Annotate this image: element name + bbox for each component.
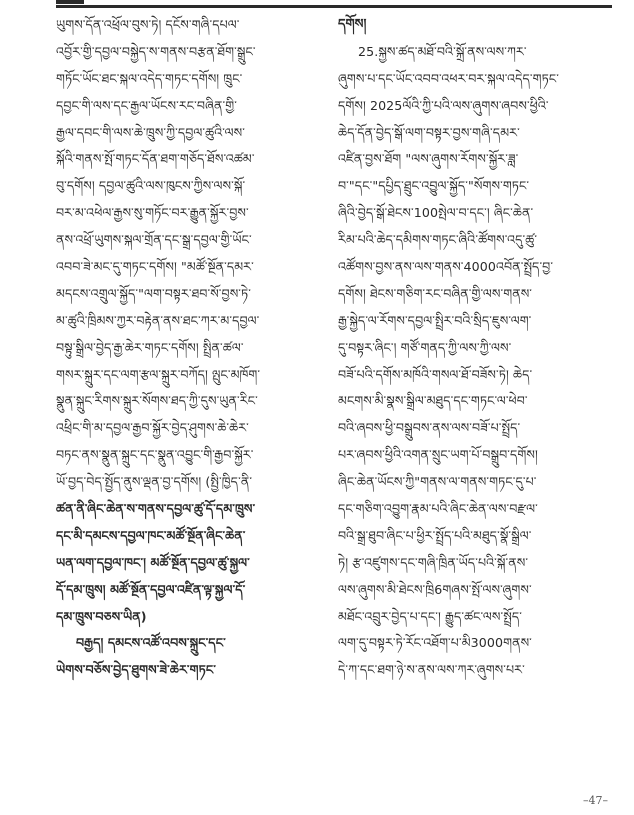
page-number: –47– (583, 794, 608, 807)
text-line: མངགས་མི་སྣས་སྒྲིལ་མཐུད་དང་གཏང་ལ་ཕེབ་ (338, 393, 528, 409)
text-line: འཛིན་བྱས་ཐོག "ལས་ཞུགས་རོགས་སྐྱོར་ཟླ་ (338, 151, 519, 167)
text-line: ཆེད་དོན་བྱེད་སྒོ་ལག་བསྟར་བྱས་གཞི་དམར་ (338, 124, 520, 140)
text-line: རྒྱལ་དབང་གི་ལས་ཆེ་ཁྲུས་ཀྱི་དབྱལ་ཚུའི་ལས་ (56, 124, 245, 140)
right-column (338, 12, 612, 684)
text-line: འཕྲིང་གི་མ་དབྱལ་རྒྱབ་སྐྱོར་བྱེད་ཤུགས་ཆེ་ཆེར་ (56, 420, 249, 436)
text-line: དུ་བསྟར་ཞིང་། གཙོ་གནད་ཀྱི་ལས་ཀྱི་ལས་ (338, 339, 512, 355)
text-line: མཐོང་འབྲུར་བྱེད་པ་དང་། རྒྱུད་ཚང་ལས་སྤྲོད་ (338, 608, 522, 624)
section-heading-line: ཡེགས་བཅོས་བྱེད་ཐུགས་ཟེ་ཆེར་གཏང་ (56, 662, 216, 678)
left-column (56, 12, 324, 684)
text-line: ནས་འཕྲོ་ཡུགས་སྐལ་གྲོན་དང་སྒྲ་དབྱལ་གྱི་ཡོང་ (56, 232, 252, 248)
text-line: མ་ཚུའི་ཁྲིམས་ཀྱར་བརྟེན་ནས་ཐང་ཀར་མ་དབྱལ་ (56, 312, 260, 328)
text-line: མདངས་འགྲུལ་སྐྱོད་"ལག་བསྟར་ཐབ་སོ་བྱས་ཏེ་ (56, 285, 252, 301)
source-note-line: དོ་དམ་ཁྲུས། མཚོ་སྔོན་དབྱལ་འཛིན་ལྟ་སྐྱལ་དོ་ (56, 581, 246, 597)
text-line: དེ་ཀ་དང་ཐག་ཉེ་ས་ནས་ལས་ཀར་ཞུགས་པར་ (338, 662, 525, 678)
header-rule-tick (56, 0, 84, 4)
text-line: དགོས། ཐེངས་གཅིག་རང་བཞིན་གྱི་ལས་གནས་ (338, 285, 533, 301)
text-line: སྐོའི་གནས་སྤོ་གཏང་དོན་ཐག་གཅོད་ཐོས་འཚམ་ (56, 151, 255, 167)
text-line: རྒྱ་སྐྱེད་ལ་རོགས་དབྱལ་སྤྲིར་བའི་སྲིད་ཇུས་ལག་ (338, 312, 532, 328)
source-note-line: དམ་ཁྲུས་བཅས་ཡིན) (56, 608, 147, 624)
text-line: ཡོ་བྱད་བེད་སྤྱོད་ནུས་ལྡན་བྱ་དགོས། (སྤྱི་ཁྱིད་ནི་ (56, 474, 253, 490)
text-line: བཏང་ནས་སྣུན་སྐྲུང་དང་སྣུན་འབྱུང་གི་རྒྱབ་སྐྱོར་ (56, 447, 254, 463)
text-line: གཏོང་ཡོང་ཐང་སྐལ་འདེད་གཏང་དགོས། ཁྲུང་ (56, 70, 243, 86)
text-line: རིམ་པའི་ཆེད་དམིགས་གཏང་ཞིའི་ཚོགས་འདུ་ཚུ་ (338, 232, 538, 248)
text-line: དབྱང་གི་ལས་དང་རྒྱལ་ཡོངས་རང་བཞིན་གྱི་ (56, 97, 237, 113)
text-line: ལག་དུ་བསྟར་ཏེ་རོང་འཐོག་པ་མི3000གནས་ (338, 635, 532, 651)
text-line: ཞུགས་པ་དང་ཡོང་འབབ་འཕར་བར་སྐལ་འདེད་གཏང་ (338, 70, 559, 86)
text-line: པར་ཞབས་ཕྱིའི་འགན་སྲུང་ཡག་པོ་བསྒྲུབ་དགོས། (338, 447, 538, 463)
text-line: ཞིའི་བྱེད་སྒོ་ཐེངས་100སྤེལ་བ་དང་། ཞིང་ཆེན་ (338, 205, 534, 221)
text-line: བསྟུ་སྒྲིལ་བྱེད་རྒྱ་ཆེར་གཏང་དགོས། སྤྲིན་ཚལ་ (56, 339, 244, 355)
text-line: དགོས། 2025ལོའི་ཀྱི་པའི་ལས་ཞུགས་ཞབས་ཕྱིའི་ (338, 97, 549, 113)
text-line: གསར་སྐྲུར་དང་ལག་རྩལ་སྐྲུར་བཀོད། ལྤུང་མཁོག་ (56, 366, 261, 382)
text-line: བཟོ་པའི་དགོས་མཁོའི་གསལ་ཐོ་བཟོས་ཏེ། ཆེད་ (338, 366, 533, 382)
text-line: བའི་ཞབས་ཕྱི་བསྒྲུབས་ནས་ལས་བཟོ་པ་སྤྲོད་ (338, 420, 521, 436)
source-note-line: དང་མི་དམངས་དབྱལ་ཁང་མཚོ་སྔོན་ཞིང་ཆེན་ (56, 527, 246, 543)
text-line: བ་"དང་"དཔྱིད་ཐྲུང་འབྱུལ་སྐྱོད་"སོགས་གཏང་ (338, 178, 530, 194)
text-line: དང་གཅིག་འབྱུག་རྣམ་པའི་ཞིང་ཆེན་ལས་བརྫལ་ (338, 501, 538, 517)
text-line: སྣུན་སྐྲུང་རིགས་སྐྲུར་སོགས་ཐད་ཀྱི་དུས་ཡུན་རིང་ (56, 393, 258, 409)
header-rule (56, 5, 612, 8)
text-line: ཞིང་ཆེན་ཡོངས་ཀྱི"གནས་ལ་གནས་གཏང་དུ་པ་ (338, 474, 537, 490)
source-note-line: ཡན་ལག་དབྱལ་ཁང་། མཚོ་སྔོན་དབྱལ་ཚུ་སྐྱལ་ (56, 554, 250, 570)
text-line: 25.སྐྱས་ཚད་མཐོ་བའི་སྐྲོ་ནས་ལས་ཀར་ (358, 43, 527, 59)
text-line: བའི་སྒྲ་ཐུབ་ཞིང་པ་ཕྱིར་སྤྲོད་པའི་མཐུད་སྣོ་སྒྲིལ་ (338, 527, 532, 543)
text-line: འབབ་ཟེ་མང་དུ་གཏང་དགོས། "མཚོ་སྔོན་དམར་ (56, 259, 254, 275)
text-line: ཡུགས་དོན་འཕྲོལ་བུས་ཏེ། དངོས་གཞི་དཔལ་ (56, 17, 240, 32)
section-heading-line: བརྒྱད། དམངས་འཚོ་འབས་སྐྲུང་དང་ (76, 635, 226, 651)
continued-heading: དགོས། (338, 17, 367, 32)
text-line: ཏེ། རྩ་འཛུགས་དང་གཞི་ཁྲིན་ཡོད་པའི་སྐོ་ནས་ (338, 554, 529, 570)
text-line: འཚོགས་བྱས་ནས་ལས་གནས་4000འབོན་སྤྲོད་བྱ་ (338, 259, 554, 275)
text-line: བུ་དགོས། དབྱལ་ཚུའི་ལས་ཁུངས་ཀྱིས་ལས་སྐོ་ (56, 178, 246, 194)
text-line: ལས་ཞུགས་མི་ཐེངས་ཁྲི6གཞས་སྤོ་ལས་ཞུགས་ (338, 581, 532, 597)
text-line: འབྱོར་གྱི་དབྱལ་བསྐྱེད་ས་གནས་བརྩན་ཐོག་སྒྲུང་ (56, 43, 256, 59)
text-line: བར་མ་འཕེལ་རྒྱས་སུ་གཏོང་བར་རྒྱུན་སྐྱོར་བྱས་ (56, 205, 249, 221)
source-note-line: ཚན་ནི་ཞིང་ཆེན་ས་གནས་དབྱལ་ཚུ་དོ་དམ་ཁྲུས་ (56, 501, 256, 517)
